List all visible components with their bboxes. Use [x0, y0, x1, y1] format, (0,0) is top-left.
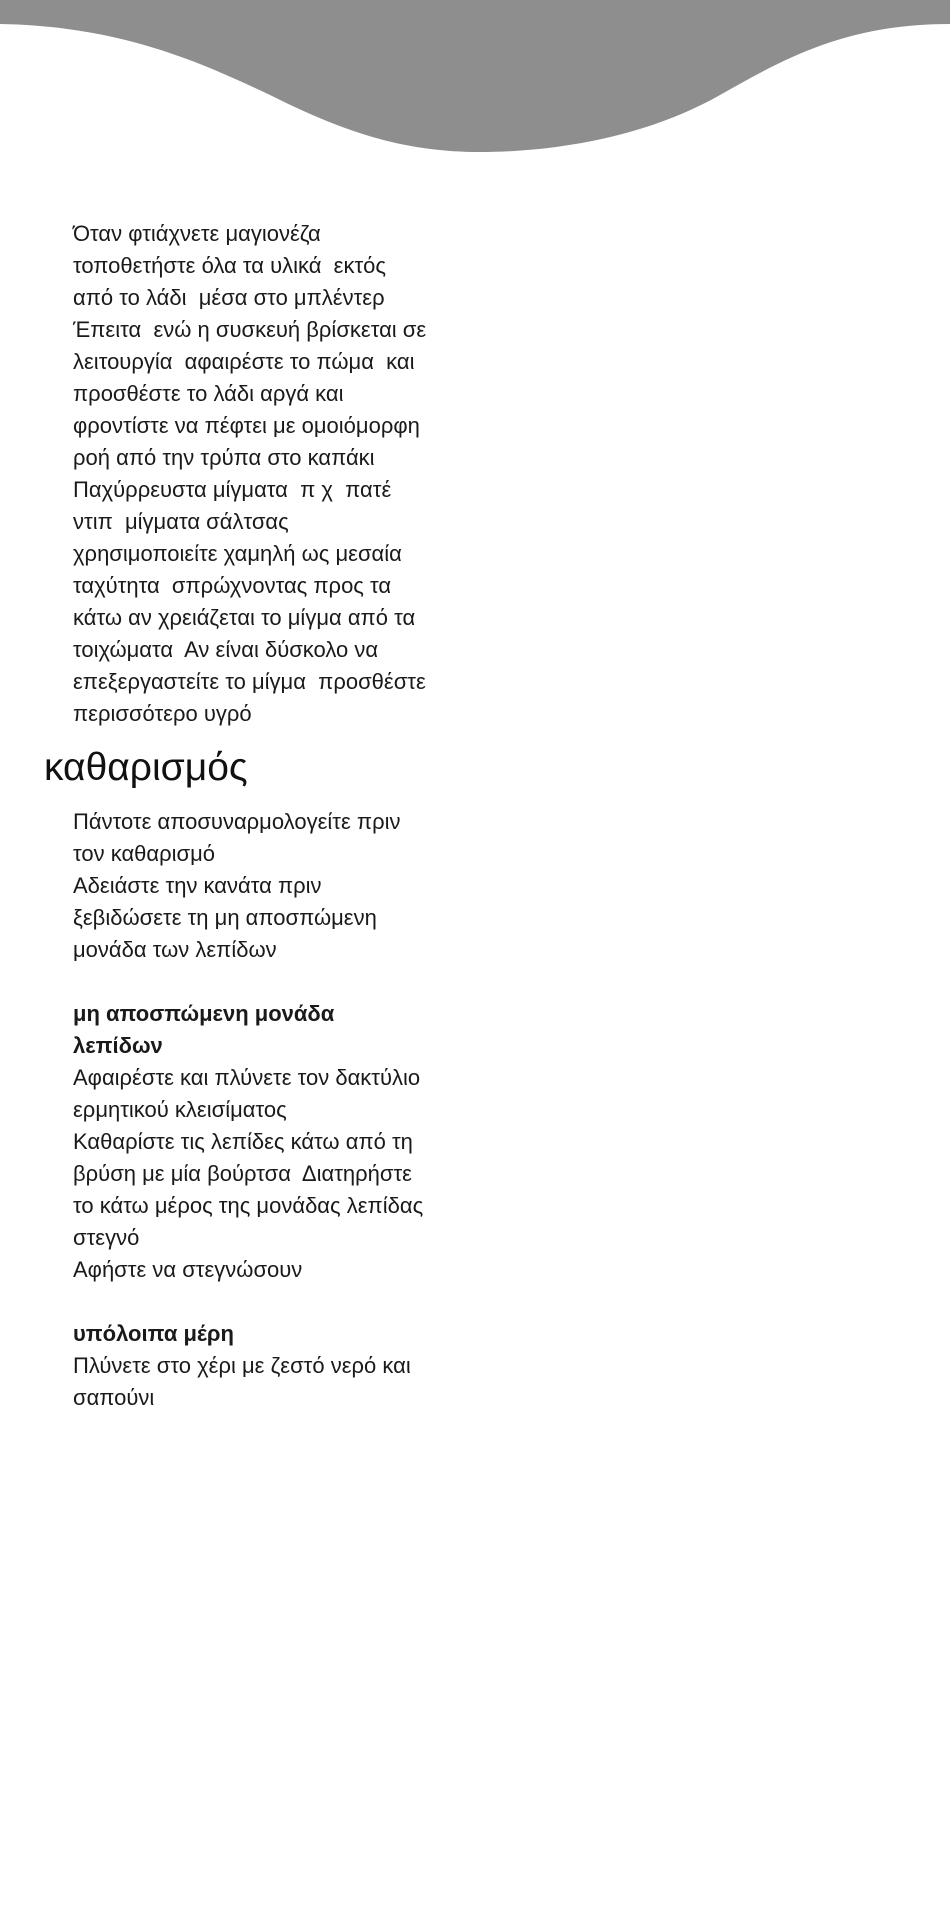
text-line: Παχύρρευστα μίγματα π χ πατέ	[73, 477, 392, 502]
text-line: Καθαρίστε τις λεπίδες κάτω από τη	[73, 1129, 413, 1154]
other-parts-paragraph	[73, 1318, 493, 1414]
other-parts-heading: υπόλοιπα μέρη	[73, 1321, 234, 1346]
cleaning-instructions	[73, 806, 493, 1414]
mayonnaise-paragraph	[73, 218, 493, 730]
blade-unit-heading: μη αποσπώμενη μονάδα	[73, 1001, 335, 1026]
text-line: Αφήστε να στεγνώσουν	[73, 1257, 303, 1282]
text-line: τοιχώματα Αν είναι δύσκολο να	[73, 637, 379, 662]
text-line: Αδειάστε την κανάτα πριν	[73, 873, 322, 898]
text-line: προσθέστε το λάδι αργά και	[73, 381, 344, 406]
text-line: βρύση με μία βούρτσα Διατηρήστε	[73, 1161, 412, 1186]
text-line: από το λάδι μέσα στο μπλέντερ	[73, 285, 385, 310]
paragraph-gap	[73, 966, 493, 998]
text-line: επεξεργαστείτε το μίγμα προσθέστε	[73, 669, 426, 694]
text-line: Έπειτα ενώ η συσκευή βρίσκεται σε	[73, 317, 427, 342]
text-line: σαπούνι	[73, 1385, 155, 1410]
cleaning-intro-paragraph	[73, 806, 493, 966]
blade-unit-paragraph	[73, 998, 493, 1286]
text-line: στεγνό	[73, 1225, 140, 1250]
cleaning-section-title: καθαρισμός	[44, 746, 248, 789]
mayonnaise-instructions	[73, 218, 493, 730]
text-line: Πάντοτε αποσυναρμολογείτε πριν	[73, 809, 401, 834]
text-line: λειτουργία αφαιρέστε το πώμα και	[73, 349, 415, 374]
text-line: ταχύτητα σπρώχνοντας προς τα	[73, 573, 392, 598]
text-line: κάτω αν χρειάζεται το μίγμα από τα	[73, 605, 416, 630]
text-line: ροή από την τρύπα στο καπάκι	[73, 445, 375, 470]
text-line: τοποθετήστε όλα τα υλικά εκτός	[73, 253, 387, 278]
paragraph-gap	[73, 1286, 493, 1318]
text-line: ερμητικού κλεισίματος	[73, 1097, 287, 1122]
text-line: Όταν φτιάχνετε μαγιονέζα	[73, 221, 321, 246]
text-line: το κάτω μέρος της μονάδας λεπίδας	[73, 1193, 424, 1218]
text-line: περισσότερο υγρό	[73, 701, 252, 726]
text-line: ξεβιδώσετε τη μη αποσπώμενη	[73, 905, 377, 930]
text-line: χρησιμοποιείτε χαμηλή ως μεσαία	[73, 541, 402, 566]
blade-unit-heading: λεπίδων	[73, 1033, 163, 1058]
text-line: Αφαιρέστε και πλύνετε τον δακτύλιο	[73, 1065, 421, 1090]
header-wave-shape	[0, 0, 950, 152]
text-line: τον καθαρισμό	[73, 841, 216, 866]
text-line: μονάδα των λεπίδων	[73, 937, 277, 962]
text-line: ντιπ μίγματα σάλτσας	[73, 509, 289, 534]
text-line: Πλύνετε στο χέρι με ζεστό νερό και	[73, 1353, 411, 1378]
header-wave-decoration	[0, 0, 950, 160]
text-line: φροντίστε να πέφτει με ομοιόμορφη	[73, 413, 420, 438]
